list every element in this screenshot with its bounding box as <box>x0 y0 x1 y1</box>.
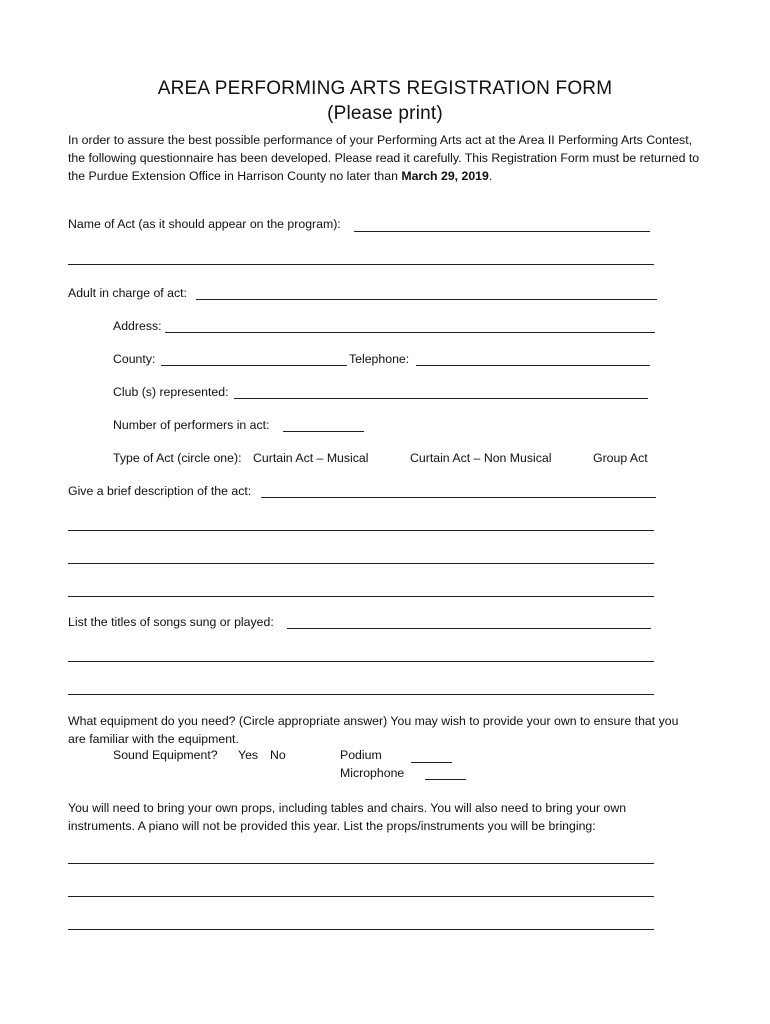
type-option-curtain-non-musical[interactable]: Curtain Act – Non Musical <box>410 451 552 465</box>
form-subtitle: (Please print) <box>327 103 443 124</box>
adult-in-charge-label: Adult in charge of act: <box>68 286 187 300</box>
songs-field[interactable] <box>287 628 651 629</box>
intro-paragraph <box>68 131 708 185</box>
club-label: Club (s) represented: <box>113 385 229 399</box>
county-field[interactable] <box>161 365 347 366</box>
form-title: AREA PERFORMING ARTS REGISTRATION FORM <box>157 78 613 99</box>
sound-no-option[interactable]: No <box>270 748 286 762</box>
telephone-label: Telephone: <box>349 352 410 366</box>
telephone-field[interactable] <box>416 365 650 366</box>
type-option-curtain-musical[interactable]: Curtain Act – Musical <box>253 451 369 465</box>
equipment-question: What equipment do you need? (Circle appropriate answer) You may wish to provide your own to ensure that you are familiar with the equipment. <box>68 714 679 746</box>
description-field-line-2[interactable] <box>68 530 654 531</box>
type-of-act-label: Type of Act (circle one): <box>113 451 242 465</box>
props-field-line-1[interactable] <box>68 863 654 864</box>
adult-in-charge-field[interactable] <box>196 299 657 300</box>
name-of-act-label: Name of Act (as it should appear on the program): <box>68 217 341 231</box>
num-performers-field[interactable] <box>283 431 364 432</box>
description-field-line-4[interactable] <box>68 596 654 597</box>
address-label: Address: <box>113 319 162 333</box>
description-label: Give a brief description of the act: <box>68 484 252 498</box>
podium-field[interactable] <box>411 762 452 763</box>
songs-field-line-3[interactable] <box>68 694 654 695</box>
microphone-field[interactable] <box>425 779 466 780</box>
type-option-group-act[interactable]: Group Act <box>593 451 648 465</box>
sound-yes-option[interactable]: Yes <box>238 748 259 762</box>
club-field[interactable] <box>234 398 648 399</box>
name-of-act-field[interactable] <box>354 231 650 232</box>
sound-equipment-label: Sound Equipment? <box>113 748 218 762</box>
county-label: County: <box>113 352 156 366</box>
intro-text: In order to assure the best possible performance of your Performing Arts act at the Area II Performing Arts Contest, the following questionnaire has been developed. Please read it carefully. This Registration Form must be returned to the Purdue Extension Office in Harrison County no later than <box>68 133 700 183</box>
songs-label: List the titles of songs sung or played: <box>68 615 274 629</box>
num-performers-label: Number of performers in act: <box>113 418 270 432</box>
description-field-line-3[interactable] <box>68 563 654 564</box>
props-field-line-3[interactable] <box>68 929 654 930</box>
address-field[interactable] <box>165 332 655 333</box>
songs-field-line-2[interactable] <box>68 661 654 662</box>
name-of-act-field-line-2[interactable] <box>68 264 654 265</box>
description-field[interactable] <box>261 497 656 498</box>
podium-label: Podium <box>340 748 382 762</box>
deadline-date: March 29, 2019 <box>401 169 489 183</box>
microphone-label: Microphone <box>340 766 405 780</box>
props-paragraph: You will need to bring your own props, including tables and chairs. You will also need to bring your own instruments. A piano will not be provided this year. List the props/instruments you will be bringing: <box>68 801 627 833</box>
props-field-line-2[interactable] <box>68 896 654 897</box>
intro-end: . <box>488 169 493 183</box>
